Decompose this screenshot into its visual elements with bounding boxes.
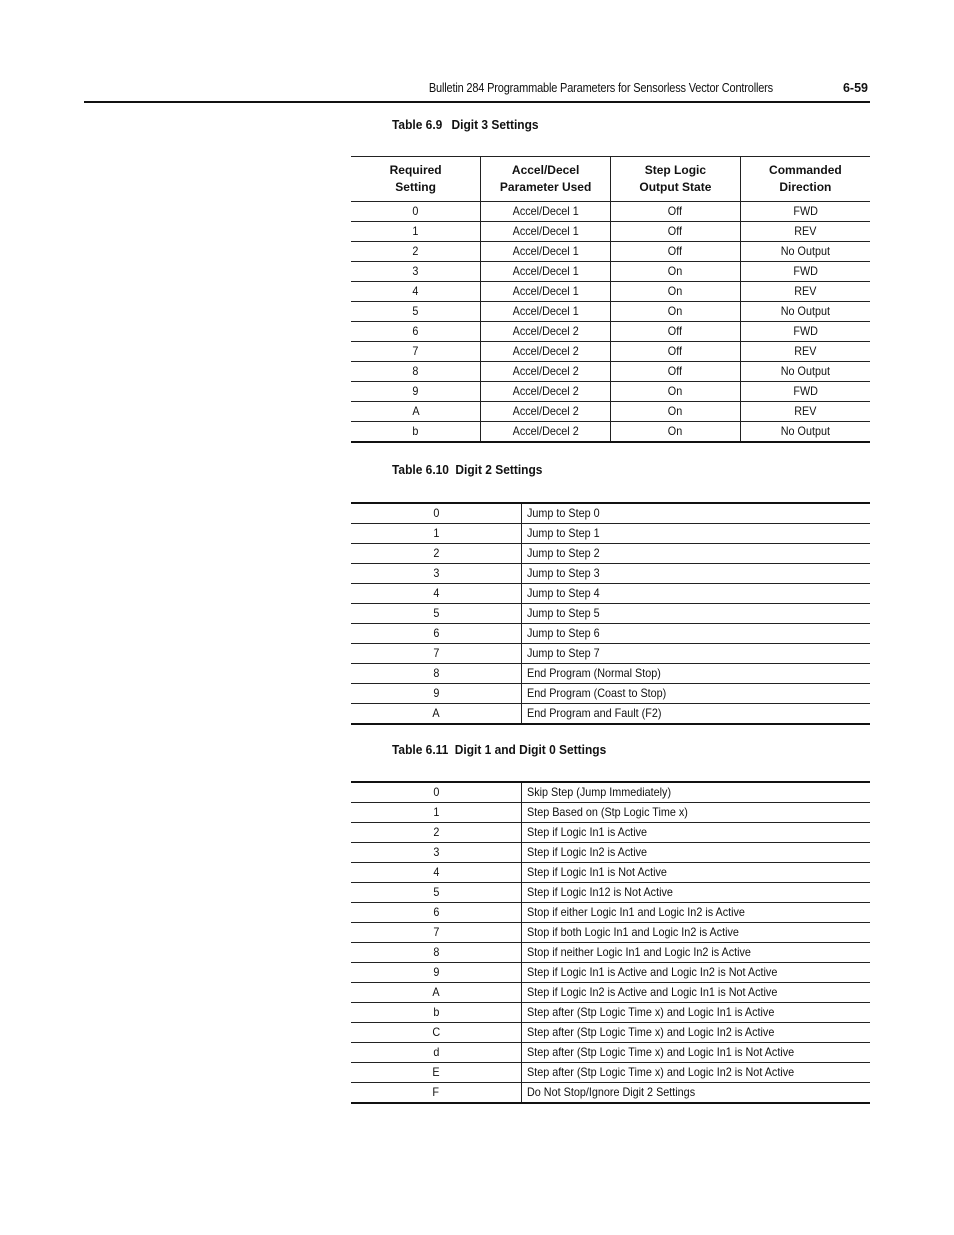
setting-value-cell: No Output xyxy=(740,362,870,382)
setting-value-cell: REV xyxy=(740,402,870,422)
setting-code-cell: 7 xyxy=(351,644,522,664)
table-row xyxy=(351,382,870,402)
running-header-title: Bulletin 284 Programmable Parameters for Sensorless Vector Controllers xyxy=(428,81,773,95)
setting-code-cell: 7 xyxy=(351,923,522,943)
setting-value-cell: Off xyxy=(611,362,741,382)
table-title: Digit 2 Settings xyxy=(455,462,543,477)
setting-value-cell: Jump to Step 4 xyxy=(522,584,871,604)
table-row xyxy=(351,302,870,322)
table-title: Digit 1 and Digit 0 Settings xyxy=(454,742,607,757)
setting-value-cell: Step if Logic In2 is Active xyxy=(522,843,871,863)
setting-code-cell: 4 xyxy=(351,282,481,302)
setting-code-cell: 5 xyxy=(351,302,481,322)
setting-code-cell: F xyxy=(351,1083,522,1104)
table-row xyxy=(351,544,870,564)
setting-value-cell: Accel/Decel 2 xyxy=(481,322,611,342)
setting-code-cell: 1 xyxy=(351,222,481,242)
table-row xyxy=(351,704,870,725)
setting-value-cell: Off xyxy=(611,222,741,242)
table-label: Table 6.10 xyxy=(392,462,449,477)
setting-code-cell: 6 xyxy=(351,322,481,342)
setting-code-cell: d xyxy=(351,1043,522,1063)
setting-code-cell: 8 xyxy=(351,362,481,382)
digit-1-and-digit-0-settings-table xyxy=(351,781,870,1104)
table-row xyxy=(351,564,870,584)
setting-value-cell: Step if Logic In12 is Not Active xyxy=(522,883,871,903)
setting-value-cell: Step if Logic In1 is Active xyxy=(522,823,871,843)
setting-value-cell: Stop if neither Logic In1 and Logic In2 is Active xyxy=(522,943,871,963)
setting-code-cell: A xyxy=(351,704,522,725)
header-rule xyxy=(84,101,870,103)
setting-value-cell: Skip Step (Jump Immediately) xyxy=(522,782,871,803)
setting-code-cell: 0 xyxy=(351,782,522,803)
setting-value-cell: FWD xyxy=(740,322,870,342)
setting-value-cell: No Output xyxy=(740,302,870,322)
column-header: Step Logic Output State xyxy=(611,157,741,202)
setting-value-cell: Jump to Step 6 xyxy=(522,624,871,644)
setting-code-cell: 2 xyxy=(351,544,522,564)
setting-value-cell: Off xyxy=(611,242,741,262)
table-6-11-caption xyxy=(392,742,606,757)
setting-code-cell: 0 xyxy=(351,503,522,524)
column-header: Commanded Direction xyxy=(740,157,870,202)
page-number: 6-59 xyxy=(842,81,868,95)
setting-code-cell: 2 xyxy=(351,242,481,262)
table-row xyxy=(351,823,870,843)
column-header: Accel/Decel Parameter Used xyxy=(481,157,611,202)
table-row xyxy=(351,983,870,1003)
setting-value-cell: Step if Logic In2 is Active and Logic In1 is Not Active xyxy=(522,983,871,1003)
setting-value-cell: No Output xyxy=(740,242,870,262)
setting-value-cell: Step after (Stp Logic Time x) and Logic In2 is Not Active xyxy=(522,1063,871,1083)
setting-value-cell: Stop if either Logic In1 and Logic In2 is Active xyxy=(522,903,871,923)
setting-code-cell: 9 xyxy=(351,382,481,402)
setting-value-cell: On xyxy=(611,262,741,282)
setting-code-cell: C xyxy=(351,1023,522,1043)
table-row xyxy=(351,803,870,823)
table-6-10-caption xyxy=(392,462,542,477)
setting-value-cell: FWD xyxy=(740,202,870,222)
setting-value-cell: Accel/Decel 2 xyxy=(481,402,611,422)
setting-code-cell: 0 xyxy=(351,202,481,222)
setting-value-cell: Off xyxy=(611,342,741,362)
setting-code-cell: 9 xyxy=(351,684,522,704)
table-row xyxy=(351,242,870,262)
setting-code-cell: 4 xyxy=(351,863,522,883)
setting-code-cell: 6 xyxy=(351,624,522,644)
setting-value-cell: Accel/Decel 1 xyxy=(481,242,611,262)
table-row xyxy=(351,943,870,963)
table-row xyxy=(351,1083,870,1104)
setting-value-cell: REV xyxy=(740,282,870,302)
table-row xyxy=(351,202,870,222)
setting-value-cell: Off xyxy=(611,322,741,342)
table-row xyxy=(351,503,870,524)
table-row xyxy=(351,923,870,943)
setting-value-cell: Jump to Step 2 xyxy=(522,544,871,564)
setting-code-cell: 5 xyxy=(351,604,522,624)
setting-value-cell: On xyxy=(611,402,741,422)
table-row xyxy=(351,604,870,624)
table-row xyxy=(351,644,870,664)
table-row xyxy=(351,782,870,803)
setting-value-cell: Jump to Step 5 xyxy=(522,604,871,624)
setting-value-cell: Do Not Stop/Ignore Digit 2 Settings xyxy=(527,1085,696,1099)
setting-value-cell: REV xyxy=(740,342,870,362)
setting-value-cell: Accel/Decel 1 xyxy=(481,302,611,322)
table-row xyxy=(351,1003,870,1023)
digit-2-settings-table xyxy=(351,502,870,725)
table-6-9-caption xyxy=(392,117,539,132)
table-label: Table 6.9 xyxy=(392,117,443,132)
setting-value-cell: Accel/Decel 2 xyxy=(481,422,611,443)
table-row xyxy=(351,584,870,604)
setting-value-cell: End Program and Fault (F2) xyxy=(527,706,662,720)
table-body xyxy=(351,202,870,443)
setting-value-cell: Off xyxy=(611,202,741,222)
setting-value-cell: Step after (Stp Logic Time x) and Logic In2 is Active xyxy=(522,1023,871,1043)
table-row xyxy=(351,282,870,302)
table-row xyxy=(351,524,870,544)
setting-code-cell: A xyxy=(351,983,522,1003)
digit-3-settings-table xyxy=(351,156,870,443)
setting-code-cell: 1 xyxy=(351,524,522,544)
table-row xyxy=(351,843,870,863)
setting-value-cell: Jump to Step 1 xyxy=(522,524,871,544)
table-row xyxy=(351,664,870,684)
setting-value-cell: On xyxy=(611,382,741,402)
setting-value-cell: On xyxy=(611,282,741,302)
table-row xyxy=(351,422,870,443)
table-row xyxy=(351,863,870,883)
setting-code-cell: A xyxy=(351,402,481,422)
column-header: Required Setting xyxy=(351,157,481,202)
setting-value-cell: FWD xyxy=(740,382,870,402)
setting-value-cell: Accel/Decel 2 xyxy=(481,362,611,382)
table-row xyxy=(351,883,870,903)
table-row xyxy=(351,624,870,644)
setting-code-cell: 3 xyxy=(351,262,481,282)
table-row xyxy=(351,684,870,704)
setting-code-cell: 9 xyxy=(351,963,522,983)
setting-value-cell: Accel/Decel 2 xyxy=(481,382,611,402)
setting-value-cell: End Program (Normal Stop) xyxy=(522,664,871,684)
setting-value-cell: FWD xyxy=(740,262,870,282)
setting-value-cell: REV xyxy=(740,222,870,242)
setting-code-cell: 3 xyxy=(351,843,522,863)
table-row xyxy=(351,1023,870,1043)
table-row xyxy=(351,402,870,422)
setting-value-cell: Accel/Decel 1 xyxy=(481,202,611,222)
setting-value-cell: Jump to Step 3 xyxy=(522,564,871,584)
setting-value-cell: Accel/Decel 2 xyxy=(481,342,611,362)
table-row xyxy=(351,1043,870,1063)
setting-code-cell: 8 xyxy=(351,664,522,684)
setting-value-cell: Accel/Decel 1 xyxy=(481,282,611,302)
setting-value-cell: Step if Logic In1 is Not Active xyxy=(522,863,871,883)
setting-value-cell: End Program (Coast to Stop) xyxy=(522,684,871,704)
setting-code-cell: 6 xyxy=(351,903,522,923)
setting-value-cell: On xyxy=(611,302,741,322)
table-row xyxy=(351,342,870,362)
setting-value-cell: Jump to Step 7 xyxy=(522,644,871,664)
table-row xyxy=(351,222,870,242)
setting-value-cell: On xyxy=(611,422,741,443)
setting-value-cell: Step after (Stp Logic Time x) and Logic In1 is Active xyxy=(522,1003,871,1023)
setting-value-cell: Accel/Decel 1 xyxy=(481,222,611,242)
table-row xyxy=(351,903,870,923)
table-header-row xyxy=(351,157,870,202)
setting-value-cell: Step if Logic In1 is Active and Logic In2 is Not Active xyxy=(522,963,871,983)
table-row xyxy=(351,1063,870,1083)
setting-code-cell: 2 xyxy=(351,823,522,843)
setting-value-cell: Jump to Step 0 xyxy=(522,503,871,524)
setting-code-cell: 3 xyxy=(351,564,522,584)
setting-value-cell: No Output xyxy=(780,424,830,438)
setting-code-cell: E xyxy=(351,1063,522,1083)
setting-code-cell: 7 xyxy=(351,342,481,362)
table-body xyxy=(351,782,870,1103)
table-row xyxy=(351,262,870,282)
setting-value-cell: Accel/Decel 1 xyxy=(481,262,611,282)
table-row xyxy=(351,362,870,382)
table-row xyxy=(351,963,870,983)
table-row xyxy=(351,322,870,342)
setting-code-cell: 8 xyxy=(351,943,522,963)
setting-code-cell: b xyxy=(351,1003,522,1023)
setting-code-cell: b xyxy=(351,422,481,443)
table-title: Digit 3 Settings xyxy=(451,117,539,132)
setting-code-cell: 5 xyxy=(351,883,522,903)
setting-code-cell: 4 xyxy=(351,584,522,604)
setting-code-cell: 1 xyxy=(351,803,522,823)
setting-value-cell: Step after (Stp Logic Time x) and Logic In1 is Not Active xyxy=(522,1043,871,1063)
table-body xyxy=(351,503,870,724)
setting-value-cell: Step Based on (Stp Logic Time x) xyxy=(522,803,871,823)
setting-value-cell: Stop if both Logic In1 and Logic In2 is Active xyxy=(522,923,871,943)
table-label: Table 6.11 xyxy=(392,742,449,757)
